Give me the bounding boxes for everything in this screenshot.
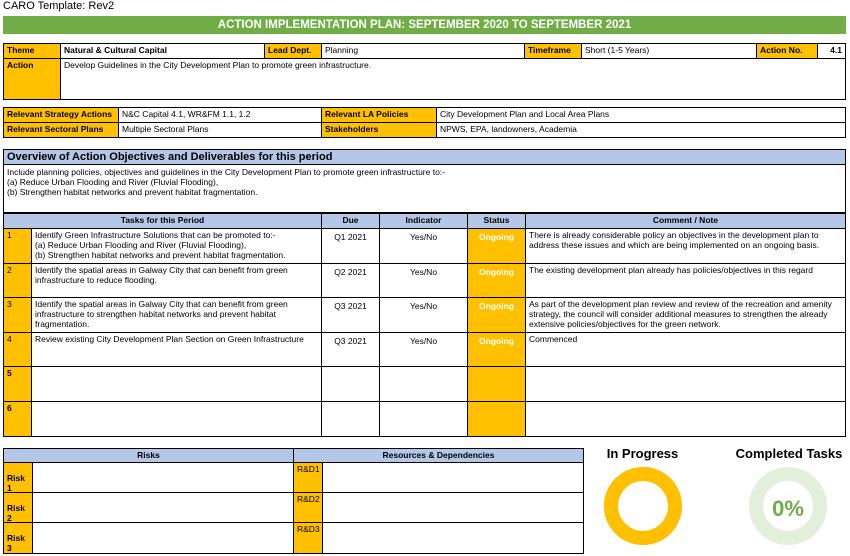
task-line: (b) Strengthen habitat networks and prevent habitat fragmentation. xyxy=(35,250,286,260)
action-value: Develop Guidelines in the City Development Plan to promote green infrastructure. xyxy=(60,58,846,100)
comment-line: strategy, the council will consider additional measures to strengthen the already xyxy=(529,309,828,319)
task-status-badge xyxy=(467,366,526,402)
task-row-number: 5 xyxy=(3,366,32,402)
task-status-badge: Ongoing xyxy=(467,263,526,298)
comment-line: As part of the development plan review and review of the recreation and amenity xyxy=(529,299,832,309)
task-due xyxy=(321,401,380,437)
sectoral-label: Relevant Sectoral Plans xyxy=(3,122,119,138)
overview-line: (a) Reduce Urban Flooding and River (Fluvial Flooding), xyxy=(7,177,219,187)
task-description xyxy=(31,228,322,264)
task-indicator: Yes/No xyxy=(379,297,468,333)
stakeholders-value: NPWS, EPA, landowners, Academia xyxy=(436,122,846,138)
overview-line: (b) Strengthen habitat networks and prevent habitat fragmentation. xyxy=(7,187,258,197)
task-description xyxy=(31,401,322,437)
task-row-number: 6 xyxy=(3,401,32,437)
status-header: Status xyxy=(467,213,526,229)
completed-title: Completed Tasks xyxy=(735,446,843,461)
resources-header: Resources & Dependencies xyxy=(293,448,584,463)
lead-dept-value: Planning xyxy=(321,43,525,59)
task-comment xyxy=(525,366,846,402)
resource-label: R&D2 xyxy=(293,492,323,523)
risk-label: Risk 3 xyxy=(3,522,33,554)
task-due xyxy=(321,366,380,402)
task-line: Identify the spatial areas in Galway City that can benefit from green xyxy=(35,299,288,309)
task-row-number: 3 xyxy=(3,297,32,333)
risk-value xyxy=(32,462,294,493)
in-progress-title: In Progress xyxy=(606,446,679,461)
task-line: (a) Reduce Urban Flooding and River (Fluvial Flooding), xyxy=(35,240,247,250)
task-line: Review existing City Development Plan Section on Green Infrastructure xyxy=(35,334,304,344)
resource-value xyxy=(322,492,584,523)
action-no-value: 4.1 xyxy=(817,43,846,59)
task-status-badge: Ongoing xyxy=(467,228,526,264)
overview-title: Overview of Action Objectives and Deliverables for this period xyxy=(3,149,846,165)
in-progress-ring xyxy=(603,466,683,546)
task-indicator: Yes/No xyxy=(379,332,468,367)
task-comment xyxy=(525,297,846,333)
lead-dept-label: Lead Dept. xyxy=(264,43,322,59)
action-label: Action xyxy=(3,58,61,100)
risk-label: Risk 1 xyxy=(3,462,33,493)
resource-label: R&D1 xyxy=(293,462,323,493)
task-due: Q3 2021 xyxy=(321,332,380,367)
tasks-header: Tasks for this Period xyxy=(3,213,322,229)
task-due: Q3 2021 xyxy=(321,297,380,333)
comment-line: Commenced xyxy=(529,334,578,344)
overview-line: Include planning policies, objectives and guidelines in the City Development Plan to promote green infrastructure to:- xyxy=(7,167,445,177)
task-status-badge: Ongoing xyxy=(467,297,526,333)
task-indicator xyxy=(379,366,468,402)
la-policies-label: Relevant LA Policies xyxy=(321,107,437,123)
task-indicator xyxy=(379,401,468,437)
in-progress-value: 100% xyxy=(617,496,669,518)
task-comment xyxy=(525,228,846,264)
comment-header: Comment / Note xyxy=(525,213,846,229)
task-due: Q1 2021 xyxy=(321,228,380,264)
timeframe-label: Timeframe xyxy=(524,43,582,59)
task-indicator: Yes/No xyxy=(379,228,468,264)
stakeholders-label: Stakeholders xyxy=(321,122,437,138)
task-description xyxy=(31,263,322,298)
task-status-badge xyxy=(467,401,526,437)
sectoral-value: Multiple Sectoral Plans xyxy=(118,122,322,138)
task-indicator: Yes/No xyxy=(379,263,468,298)
completed-value: 0% xyxy=(772,496,804,521)
task-description xyxy=(31,366,322,402)
la-policies-value: City Development Plan and Local Area Plans xyxy=(436,107,846,123)
comment-line: address these issues and which are being implemented on an ongoing basis. xyxy=(529,240,820,250)
task-line: infrastructure to strengthen habitat networks and prevent habitat xyxy=(35,309,276,319)
task-row-number: 2 xyxy=(3,263,32,298)
task-comment xyxy=(525,263,846,298)
risks-header: Risks xyxy=(3,448,294,463)
task-description xyxy=(31,332,322,367)
task-row-number: 4 xyxy=(3,332,32,367)
timeframe-value: Short (1-5 Years) xyxy=(581,43,757,59)
strategy-value: N&C Capital 4.1, WR&FM 1.1, 1.2 xyxy=(118,107,322,123)
task-status-badge: Ongoing xyxy=(467,332,526,367)
action-no-label: Action No. xyxy=(756,43,818,59)
comment-line: extensive policies/objectives for the green network. xyxy=(529,319,721,329)
strategy-label: Relevant Strategy Actions xyxy=(3,107,119,123)
task-comment xyxy=(525,401,846,437)
task-line: Identify Green Infrastructure Solutions that can be promoted to:- xyxy=(35,230,276,240)
comment-line: There is already considerable policy an objectives in the development plan to xyxy=(529,230,819,240)
risk-value xyxy=(32,492,294,523)
template-label: CARO Template: Rev2 xyxy=(3,0,115,12)
task-due: Q2 2021 xyxy=(321,263,380,298)
risk-value xyxy=(32,522,294,554)
indicator-header: Indicator xyxy=(379,213,468,229)
task-line: Identify the spatial areas in Galway City that can benefit from green xyxy=(35,265,288,275)
comment-line: The existing development plan already has policies/objectives in this regard xyxy=(529,265,813,275)
risk-label: Risk 2 xyxy=(3,492,33,523)
resource-value xyxy=(322,462,584,493)
due-header: Due xyxy=(321,213,380,229)
task-comment xyxy=(525,332,846,367)
task-line: infrastructure to reduce flooding. xyxy=(35,275,157,285)
completed-ring xyxy=(748,466,828,546)
plan-title: ACTION IMPLEMENTATION PLAN: SEPTEMBER 2020 TO SEPTEMBER 2021 xyxy=(3,16,846,34)
task-description xyxy=(31,297,322,333)
overview-body xyxy=(3,164,846,213)
theme-value: Natural & Cultural Capital xyxy=(60,43,265,59)
theme-label: Theme xyxy=(3,43,61,59)
resource-label: R&D3 xyxy=(293,522,323,554)
resource-value xyxy=(322,522,584,554)
task-row-number: 1 xyxy=(3,228,32,264)
task-line: fragmentation. xyxy=(35,319,90,329)
